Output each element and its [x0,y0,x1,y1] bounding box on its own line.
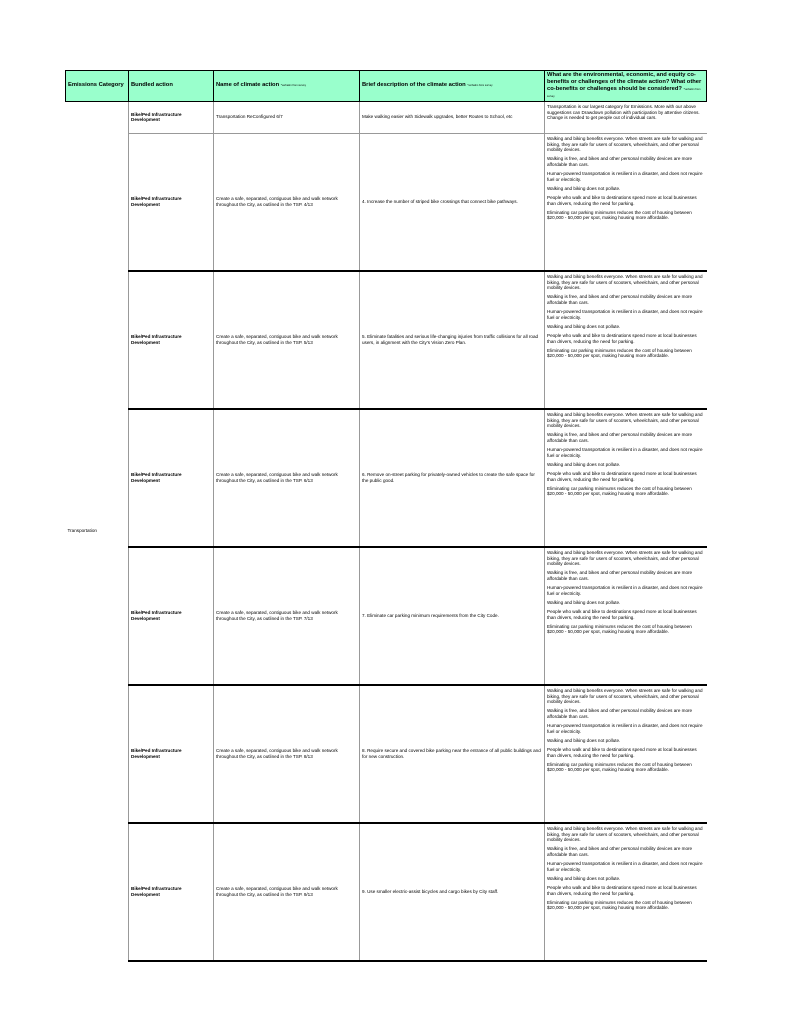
benefits-cell [545,133,707,271]
benefit-paragraph: Eliminating car parking minimums reduces the cost of housing between $20,000 - 50,000 per spot, making housing more affordable. [547,347,692,359]
benefit-paragraph: Eliminating car parking minimums reduces the cost of housing between $20,000 - 50,000 per spot, making housing more affordable. [547,485,692,497]
header-row [66,71,707,102]
header-category: Emissions Category [66,71,129,102]
benefit-paragraph: Walking is free, and bikes and other personal mobility devices are more affordable than cars. [547,294,693,306]
benefit-paragraph: Walking and biking does not pollute. [547,875,621,881]
header-climate-action-name [214,71,360,102]
header-name-note: *verbatim from survey [280,84,306,88]
table-row [66,101,707,133]
benefit-paragraph: Walking and biking benefits everyone. When streets are safe for walking and biking, they are safe for users of scooters, wheelchairs, and other personal mobility devices. [547,411,703,429]
table-row [66,271,707,409]
benefit-paragraph: Walking is free, and bikes and other personal mobility devices are more affordable than cars. [547,846,693,858]
climate-action-name-cell: Create a safe, separated, contiguous bike and walk network throughout the City, as outlined in the TSP. 7/13 [214,547,360,685]
benefit-paragraph: Walking is free, and bikes and other personal mobility devices are more affordable than cars. [547,708,693,720]
benefit-paragraph: Walking and biking benefits everyone. When streets are safe for walking and biking, they are safe for users of scooters, wheelchairs, and other personal mobility devices. [547,549,703,567]
benefits-cell [545,547,707,685]
benefit-paragraph: People who walk and bike to destinations spend more at local businesses than drivers, reducing the need for parking. [547,608,697,620]
climate-action-name-cell: Transportation ReConfigured 6/7 [214,101,360,133]
category-cell: Transportation [67,528,97,534]
climate-action-name-cell: Create a safe, separated, contiguous bike and walk network throughout the City, as outlined in the TSP. 9/13 [214,823,360,961]
benefit-paragraph: Walking and biking benefits everyone. When streets are safe for walking and biking, they are safe for users of scooters, wheelchairs, and other personal mobility devices. [547,825,703,843]
benefit-paragraph: Walking and biking does not pollute. [547,461,621,467]
benefit-paragraph: Walking is free, and bikes and other personal mobility devices are more affordable than cars. [547,432,693,444]
benefit-paragraph: Eliminating car parking minimums reduces the cost of housing between $20,000 - 50,000 per spot, making housing more affordable. [547,761,692,773]
table-row [66,823,707,961]
benefit-paragraph: Human-powered transportation is resilient in a disaster, and does not require fuel or electricity. [547,723,703,734]
bundled-action-cell: Bike/Ped Infrastructure Development [129,685,214,823]
benefit-paragraph: People who walk and bike to destinations spend more at local businesses than drivers, reducing the need for parking. [547,884,697,896]
bundled-action-cell: Bike/Ped Infrastructure Development [129,409,214,547]
table-row [66,685,707,823]
description-cell: 6. Remove on-street parking for privately-owned vehicles to create the safe space for the public good. [360,409,545,547]
bundled-action-cell: Bike/Ped Infrastructure Development [129,547,214,685]
climate-action-name-cell: Create a safe, separated, contiguous bike and walk network throughout the City, as outlined in the TSP. 5/13 [214,271,360,409]
header-benefits [545,71,707,102]
header-description-note: *verbatim from survey [467,84,493,88]
benefit-paragraph: Eliminating car parking minimums reduces the cost of housing between $20,000 - 50,000 per spot, making housing more affordable. [547,623,692,635]
benefit-paragraph: Eliminating car parking minimums reduces the cost of housing between $20,000 - 50,000 per spot, making housing more affordable. [547,209,692,221]
bundled-action-cell: Bike/Ped Infrastructure Development [129,101,214,133]
bundled-action-cell: Bike/Ped Infrastructure Development [129,823,214,961]
benefit-paragraph: Walking and biking does not pollute. [547,599,621,605]
climate-actions-table [65,70,707,962]
benefits-cell [545,101,707,133]
benefit-paragraph: Walking and biking benefits everyone. When streets are safe for walking and biking, they are safe for users of scooters, wheelchairs, and other personal mobility devices. [547,687,703,705]
header-name-text: Name of climate action [216,82,280,89]
benefits-cell [545,271,707,409]
benefit-paragraph: People who walk and bike to destinations spend more at local businesses than drivers, reducing the need for parking. [547,332,697,344]
benefit-paragraph: Human-powered transportation is resilient in a disaster, and does not require fuel or electricity. [547,171,703,182]
header-bundled-action: Bundled action [129,71,214,102]
bundled-action-cell: Bike/Ped Infrastructure Development [129,271,214,409]
header-description-text: Brief description of the climate action [362,82,466,89]
benefit-paragraph: Human-powered transportation is resilient in a disaster, and does not require fuel or electricity. [547,447,703,458]
description-cell: 4. Increase the number of striped bike crossings that connect bike pathways. [360,133,545,271]
benefit-paragraph: Walking and biking benefits everyone. When streets are safe for walking and biking, they are safe for users of scooters, wheelchairs, and other personal mobility devices. [547,273,703,291]
climate-action-name-cell: Create a safe, separated, contiguous bike and walk network throughout the City, as outlined in the TSP. 6/13 [214,409,360,547]
benefits-cell [545,409,707,547]
benefit-paragraph: Walking and biking does not pollute. [547,323,621,329]
benefit-paragraph: Eliminating car parking minimums reduces the cost of housing between $20,000 - 50,000 per spot, making housing more affordable. [547,899,692,911]
header-description [360,71,545,102]
benefits-cell [545,823,707,961]
bundled-action-cell: Bike/Ped Infrastructure Development [129,133,214,271]
description-cell: 7. Eliminate car parking minimum requirements from the City Code. [360,547,545,685]
benefits-cell [545,685,707,823]
climate-action-name-cell: Create a safe, separated, contiguous bike and walk network throughout the City, as outlined in the TSP. 8/13 [214,685,360,823]
table-row [66,547,707,685]
description-cell: Make walking easier with Sidewalk upgrades, better Routes to School, etc [360,101,545,133]
benefit-paragraph: People who walk and bike to destinations spend more at local businesses than drivers, reducing the need for parking. [547,746,697,758]
description-cell: 5. Eliminate fatalities and serious life-changing injuries from traffic collisions for all road users, in alignment with the City's Vision Zero Plan. [360,271,545,409]
benefit-paragraph: Walking and biking does not pollute. [547,185,621,191]
benefit-paragraph: Change is needed to get people out of individual cars. [547,115,657,121]
benefit-paragraph: Walking is free, and bikes and other personal mobility devices are more affordable than cars. [547,156,693,168]
benefit-paragraph: Transportation is our largest category for Emissions. More with our above suggestions can Drawdown pollution with participation by attentive citizens. [547,103,700,115]
benefit-paragraph: People who walk and bike to destinations spend more at local businesses than drivers, reducing the need for parking. [547,194,697,206]
description-cell: 9. Use smaller electric-assist bicycles and cargo bikes by City staff. [360,823,545,961]
header-benefits-note: *verbatim from survey [547,87,701,98]
table-row [66,133,707,271]
benefit-paragraph: Human-powered transportation is resilient in a disaster, and does not require fuel or electricity. [547,309,703,320]
benefit-paragraph: Walking and biking does not pollute. [547,737,621,743]
benefit-paragraph: Walking is free, and bikes and other personal mobility devices are more affordable than cars. [547,570,693,582]
benefit-paragraph: Human-powered transportation is resilient in a disaster, and does not require fuel or electricity. [547,861,703,872]
table-row [66,409,707,547]
benefit-paragraph: Walking and biking benefits everyone. When streets are safe for walking and biking, they are safe for users of scooters, wheelchairs, and other personal mobility devices. [547,135,703,153]
header-benefits-text: What are the environmental, economic, and equity co-benefits or challenges of the climate action? What other co-benefits or challenges should be considered? [547,72,702,92]
climate-action-name-cell: Create a safe, separated, contiguous bike and walk network throughout the City, as outlined in the TSP. 4/13 [214,133,360,271]
benefit-paragraph: People who walk and bike to destinations spend more at local businesses than drivers, reducing the need for parking. [547,470,697,482]
benefit-paragraph: Human-powered transportation is resilient in a disaster, and does not require fuel or electricity. [547,585,703,596]
description-cell: 8. Require secure and covered bike parking near the entrance of all public buildings and for new construction. [360,685,545,823]
